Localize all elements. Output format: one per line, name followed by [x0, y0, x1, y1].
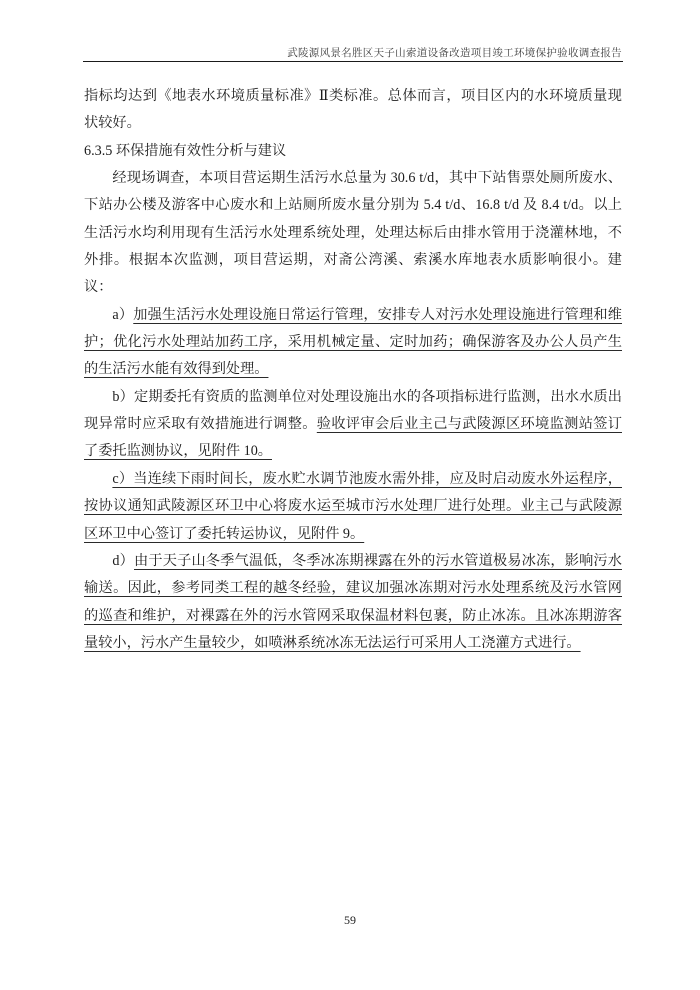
text-line: d）由于天子山冬季气温低，冬季冰冻期裸露在外的污水管道极易冰冻，影响污水 [112, 552, 622, 569]
text-line: 的巡查和维护，对裸露在外的污水管网采取保温材料包裹，防止冰冻。且冰冻期游客 [84, 607, 622, 624]
text-line: 现异常时应采取有效措施进行调整。验收评审会后业主己与武陵源区环境监测站签订 [84, 416, 622, 433]
text-line: 经现场调查，本项目营运期生活污水总量为 30.6 t/d，其中下站售票处厕所废水、 [112, 170, 622, 187]
text-line: 生活污水均利用现有生活污水处理系统处理，处理达标后由排水管用于浇灌林地，不 [84, 224, 622, 241]
text-line: 输送。因此，参考同类工程的越冬经验，建议加强冰冻期对污水处理系统及污水管网 [84, 580, 622, 597]
header-rule [83, 61, 623, 62]
text-line: 状较好。 [84, 115, 141, 132]
page-number: 59 [344, 913, 356, 927]
text-line: 外排。根据本次监测，项目营运期，对斋公湾溪、索溪水库地表水质影响很小。建 [84, 252, 622, 269]
text-line: 按协议通知武陵源区环卫中心将废水运至城市污水处理厂进行处理。业主己与武陵源 [84, 498, 622, 515]
text-line: a）加强生活污水处理设施日常运行管理，安排专人对污水处理设施进行管理和维 [112, 306, 622, 323]
text-line: 量较小，污水产生量较少，如喷淋系统冰冻无法运行可采用人工浇灌方式进行。 [84, 634, 581, 651]
text-line: 了委托监测协议，见附件 10。 [84, 443, 272, 460]
document-body [84, 83, 622, 657]
text-line: 下站办公楼及游客中心废水和上站厕所废水量分别为 5.4 t/d、16.8 t/d 及 8.4 t/d。以上 [84, 197, 622, 214]
text-line: 区环卫中心签订了委托转运协议，见附件 9。 [84, 525, 365, 542]
text-line: c）当连续下雨时间长，废水贮水调节池废水需外排，应及时启动废水外运程序， [112, 470, 622, 487]
text-line: 的生活污水能有效得到处理。 [84, 361, 269, 378]
running-header: 武陵源风景名胜区天子山索道设备改造项目竣工环境保护验收调查报告 [287, 48, 622, 59]
section-heading: 6.3.5 环保措施有效性分析与建议 [84, 142, 287, 159]
text-line: 指标均达到《地表水环境质量标准》Ⅱ类标准。总体而言，项目区内的水环境质量现 [84, 88, 622, 104]
text-line: 议： [84, 279, 113, 296]
text-line: b）定期委托有资质的监测单位对处理设施出水的各项指标进行监测，出水水质出 [112, 388, 622, 405]
text-line: 护；优化污水处理站加药工序，采用机械定量、定时加药；确保游客及办公人员产生 [84, 334, 622, 351]
